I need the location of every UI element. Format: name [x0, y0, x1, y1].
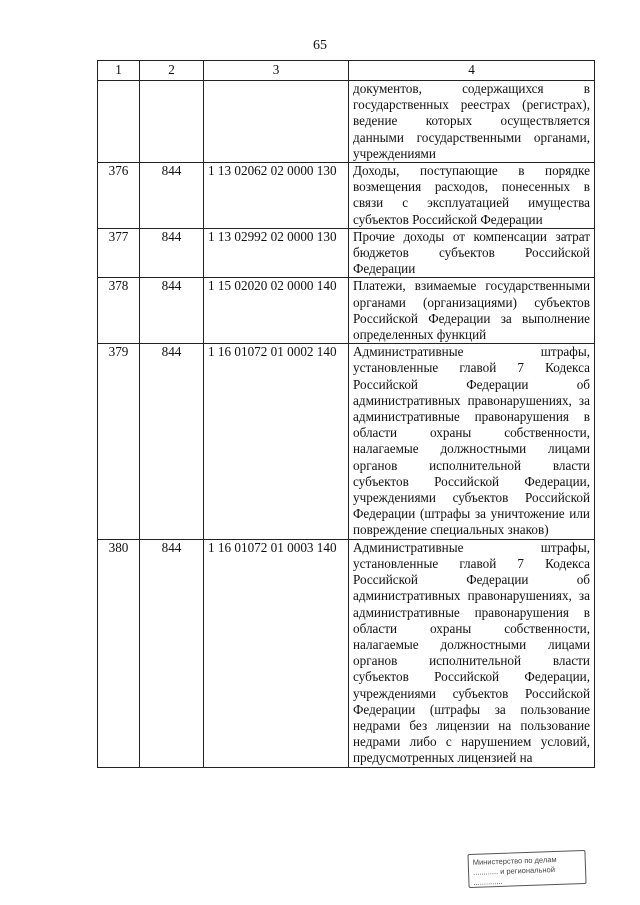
registration-stamp: [467, 850, 586, 888]
admin-code: [140, 81, 204, 163]
revenue-description: документов, содержащихся в государственных реестрах (регистрах), ведение которых осуществляется данными государственными органами, учреждениями: [349, 81, 595, 163]
stamp-line: ..............: [473, 876, 503, 887]
row-number: 379: [98, 344, 140, 539]
admin-code: 844: [140, 539, 204, 767]
revenue-description: Платежи, взимаемые государственными органами (организациями) субъектов Российской Федерации за выполнение определенных функций: [349, 278, 595, 344]
header-col-2: 2: [140, 61, 204, 81]
row-number: 380: [98, 539, 140, 767]
admin-code: 844: [140, 278, 204, 344]
table-row: [98, 278, 595, 344]
revenue-code: 1 16 01072 01 0003 140: [204, 539, 349, 767]
revenue-description: Доходы, поступающие в порядке возмещения расходов, понесенных в связи с эксплуатацией имущества субъектов Российской Федерации: [349, 163, 595, 229]
admin-code: 844: [140, 228, 204, 278]
row-number: 377: [98, 228, 140, 278]
header-col-3: 3: [204, 61, 349, 81]
revenue-code: 1 16 01072 01 0002 140: [204, 344, 349, 539]
revenue-code: 1 15 02020 02 0000 140: [204, 278, 349, 344]
table-row: [98, 163, 595, 229]
page-number: 65: [313, 38, 327, 53]
revenue-code: 1 13 02062 02 0000 130: [204, 163, 349, 229]
revenue-description: Административные штрафы, установленные главой 7 Кодекса Российской Федерации об административных правонарушениях, за административные правонарушения в области охраны собственности, налагаемые должностными лицами органов исполнительной власти субъектов Российской Федерации, учреждениями субъектов Российской Федерации (штрафы за уничтожение или повреждение специальных знаков): [349, 344, 595, 539]
admin-code: 844: [140, 344, 204, 539]
row-number: 378: [98, 278, 140, 344]
table-row: [98, 539, 595, 767]
admin-code: 844: [140, 163, 204, 229]
table-row: [98, 344, 595, 539]
header-col-4: 4: [349, 61, 595, 81]
row-number: [98, 81, 140, 163]
table-row: [98, 81, 595, 163]
stamp-line: Министерство по делам: [472, 854, 557, 867]
table-row: [98, 228, 595, 278]
stamp-line: ............ и региональной: [472, 865, 556, 877]
row-number: 376: [98, 163, 140, 229]
revenue-description: Прочие доходы от компенсации затрат бюджетов субъектов Российской Федерации: [349, 228, 595, 278]
revenue-codes-table: [97, 60, 595, 768]
revenue-code: 1 13 02992 02 0000 130: [204, 228, 349, 278]
revenue-code: [204, 81, 349, 163]
header-col-1: 1: [98, 61, 140, 81]
revenue-description: Административные штрафы, установленные главой 7 Кодекса Российской Федерации об административных правонарушениях, за административные правонарушения в области охраны собственности, налагаемые должностными лицами органов исполнительной власти субъектов Российской Федерации, учреждениями субъектов Российской Федерации (штрафы за пользование недрами без лицензии на пользование недрами либо с нарушением условий, предусмотренных лицензией на: [349, 539, 595, 767]
table-header-row: [98, 61, 595, 81]
